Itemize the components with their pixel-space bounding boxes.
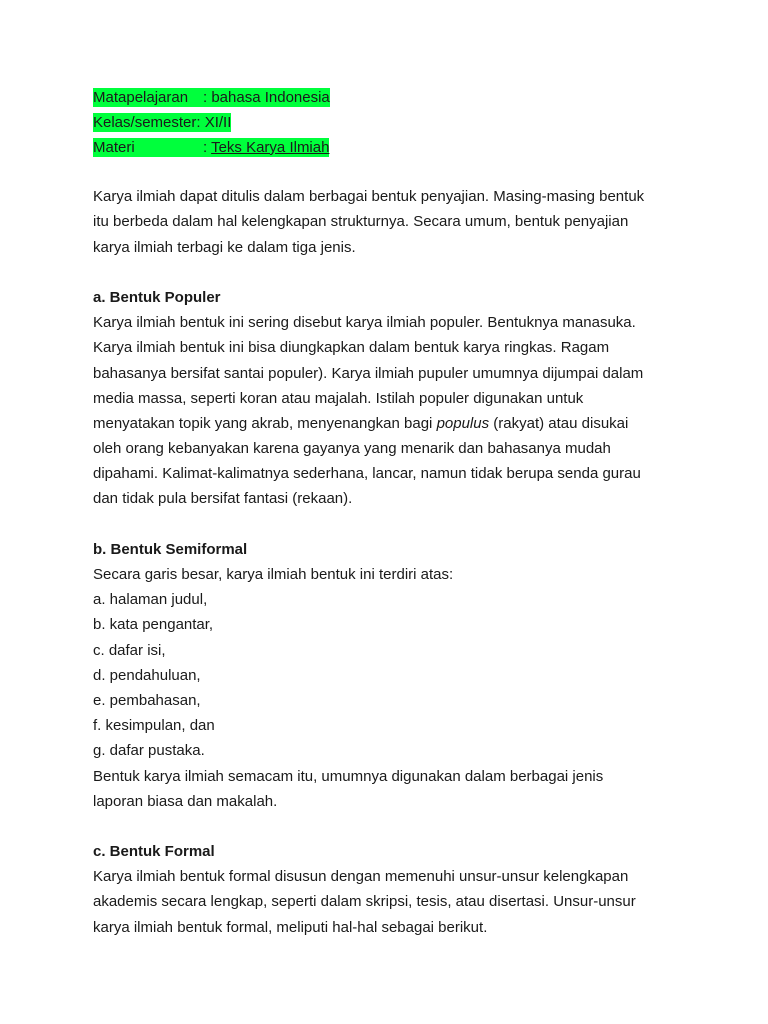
document-page [93, 84, 693, 940]
intro-line: Karya ilmiah dapat ditulis dalam berbagai bentuk penyajian. Masing-masing bentuk [93, 188, 645, 206]
meta-class-key: Kelas/semester [93, 113, 197, 131]
meta-topic-key: Materi [93, 138, 135, 156]
section-b-list-item: e. pembahasan, [93, 691, 201, 709]
spacer [93, 814, 693, 839]
meta-class-value: : XI/II [196, 113, 232, 131]
section-a-line: dipahami. Kalimat-kalimatnya sederhana, lancar, namun tidak berupa senda gurau [93, 465, 641, 483]
section-c-line: karya ilmiah bentuk formal, meliputi hal-hal sebagai berikut. [93, 918, 488, 936]
spacer [93, 159, 693, 184]
meta-subject-key: Matapelajaran [93, 88, 189, 106]
spacer [93, 512, 693, 537]
section-b-heading: b. Bentuk Semiformal [93, 540, 248, 558]
section-b-list-item: g. dafar pustaka. [93, 742, 205, 760]
meta-topic-value: Teks Karya Ilmiah [211, 138, 330, 156]
section-b-closing-line: laporan biasa dan makalah. [93, 792, 278, 810]
section-c-heading: c. Bentuk Formal [93, 843, 215, 861]
section-b-list-item: b. kata pengantar, [93, 616, 214, 634]
meta-subject-value: : bahasa Indonesia [203, 88, 330, 106]
section-b-list-item: c. dafar isi, [93, 641, 166, 659]
section-c-line: Karya ilmiah bentuk formal disusun dengan memenuhi unsur-unsur kelengkapan [93, 868, 629, 886]
section-c-line: akademis secara lengkap, seperti dalam skripsi, tesis, atau disertasi. Unsur-unsur [93, 893, 636, 911]
meta-subject-highlight [93, 88, 330, 107]
spacer [93, 260, 693, 285]
section-a [93, 285, 693, 512]
section-b-list-item: f. kesimpulan, dan [93, 717, 215, 735]
section-a-line: Karya ilmiah bentuk ini bisa diungkapkan dalam bentuk karya ringkas. Ragam [93, 339, 610, 357]
section-c [93, 839, 693, 940]
section-a-line: oleh orang kebanyakan karena gayanya yang menarik dan bahasanya mudah [93, 440, 611, 458]
meta-subject-row [93, 84, 693, 109]
section-b-intro: Secara garis besar, karya ilmiah bentuk ini terdiri atas: [93, 566, 454, 583]
section-b-list-item: a. halaman judul, [93, 591, 208, 609]
meta-topic-row [93, 134, 693, 159]
section-a-line [93, 411, 693, 436]
section-a-line: bahasanya bersifat santai populer). Karya ilmiah pupuler umumnya dijumpai dalam [93, 364, 644, 382]
section-a-line5-italic: populus [436, 414, 490, 432]
section-b-list-item: d. pendahuluan, [93, 666, 201, 684]
meta-class-row [93, 109, 693, 134]
intro-line: karya ilmiah terbagi ke dalam tiga jenis. [93, 238, 356, 256]
meta-topic-colon: : [203, 138, 212, 156]
intro-line: itu berbeda dalam hal kelengkapan strukturnya. Secara umum, bentuk penyajian [93, 213, 629, 231]
section-a-heading: a. Bentuk Populer [93, 288, 221, 306]
meta-class-highlight [93, 113, 231, 132]
intro-paragraph [93, 184, 693, 260]
section-a-line: media massa, seperti koran atau majalah. Istilah populer digunakan untuk [93, 389, 584, 407]
section-a-line5-post: (rakyat) atau disukai [489, 414, 629, 432]
section-b [93, 537, 693, 814]
section-a-line: Karya ilmiah bentuk ini sering disebut karya ilmiah populer. Bentuknya manasuka. [93, 314, 636, 332]
section-b-closing-line: Bentuk karya ilmiah semacam itu, umumnya digunakan dalam berbagai jenis [93, 767, 604, 785]
section-a-line5-pre: menyatakan topik yang akrab, menyenangkan bagi [93, 414, 437, 432]
section-a-line: dan tidak pula bersifat fantasi (rekaan). [93, 490, 353, 508]
meta-topic-highlight [93, 138, 329, 157]
